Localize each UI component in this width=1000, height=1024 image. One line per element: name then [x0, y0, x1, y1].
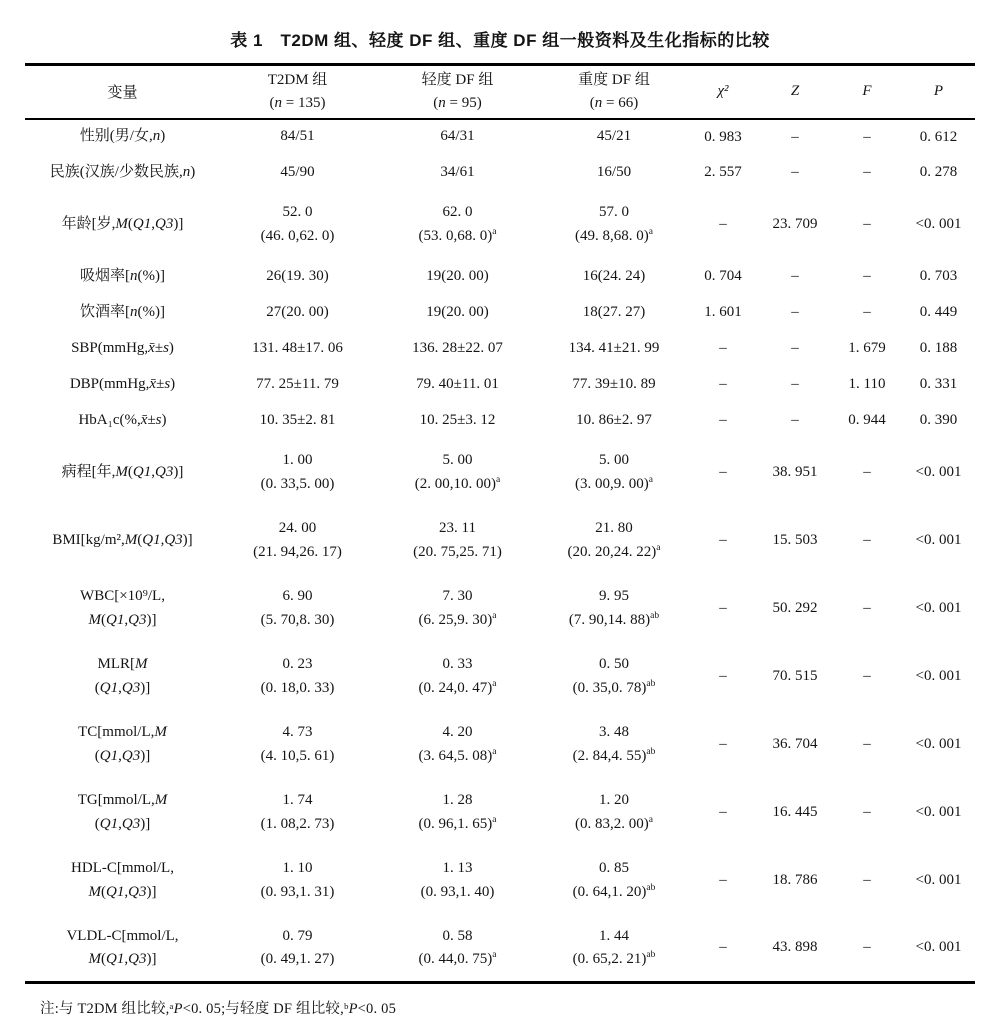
cell-mild-df: 1. 28 (0. 96,1. 65)$^a$ — [418, 792, 497, 832]
cell-f: – — [863, 668, 871, 684]
cell-chi-square: 1. 601 — [704, 304, 742, 320]
cell-p: <0. 001 — [915, 872, 962, 888]
cell-p: 0. 390 — [919, 412, 958, 428]
cell-variable: 年龄[岁,M(Q1,Q3)] — [61, 215, 184, 232]
group-n: (n = 66) — [589, 94, 639, 111]
cell-p: <0. 001 — [915, 216, 962, 232]
cell-p: <0. 001 — [915, 668, 962, 684]
cell-f: – — [863, 600, 871, 616]
cell-p: 0. 612 — [919, 128, 958, 145]
cell-p: 0. 331 — [919, 376, 958, 392]
header-group-mild-df — [375, 65, 540, 119]
cell-variable: HbA₁c(%,x̄±s) — [78, 411, 167, 428]
cell-p: <0. 001 — [915, 600, 962, 616]
cell-severe-df: 77. 39±10. 89 — [572, 375, 656, 392]
cell-severe-df: 16(24. 24) — [582, 267, 646, 284]
cell-variable: TC[mmol/L,M (Q1,Q3)] — [78, 724, 167, 764]
cell-chi-square: – — [719, 804, 727, 820]
cell-variable: HDL-C[mmol/L, M(Q1,Q3)] — [71, 860, 174, 900]
table-row — [25, 711, 975, 779]
cell-t2dm: 131. 48±17. 06 — [252, 339, 343, 356]
cell-severe-df: 16/50 — [596, 163, 632, 180]
cell-f: – — [863, 128, 871, 145]
cell-z: – — [791, 340, 799, 356]
table-row — [25, 575, 975, 643]
cell-f: – — [863, 939, 871, 956]
cell-mild-df: 0. 33 (0. 24,0. 47)$^a$ — [418, 656, 497, 696]
cell-z: – — [791, 164, 799, 180]
cell-p: <0. 001 — [915, 804, 962, 820]
cell-p: <0. 001 — [915, 736, 962, 752]
cell-t2dm: 26(19. 30) — [266, 267, 329, 284]
cell-f: – — [863, 268, 871, 284]
header-z: Z — [758, 65, 832, 119]
cell-chi-square: 0. 983 — [704, 128, 742, 145]
cell-f: – — [863, 804, 871, 820]
cell-chi-square: – — [719, 668, 727, 684]
cell-chi-square: 0. 704 — [704, 268, 742, 284]
cell-variable: WBC[×10⁹/L, M(Q1,Q3)] — [80, 588, 165, 628]
table-row — [25, 439, 975, 507]
cell-t2dm: 4. 73 (4. 10,5. 61) — [260, 724, 335, 764]
cell-t2dm: 1. 74 (1. 08,2. 73) — [260, 792, 335, 832]
cell-z: – — [791, 412, 799, 428]
cell-variable: 饮酒率[n(%)] — [80, 303, 165, 320]
cell-severe-df: 0. 85 (0. 64,1. 20)$^{ab}$ — [572, 860, 656, 900]
cell-mild-df: 62. 0 (53. 0,68. 0)$^a$ — [418, 204, 497, 244]
cell-severe-df: 0. 50 (0. 35,0. 78)$^{ab}$ — [572, 656, 656, 696]
cell-severe-df: 9. 95 (7. 90,14. 88)$^{ab}$ — [568, 588, 660, 628]
table-row — [25, 507, 975, 575]
cell-mild-df: 10. 25±3. 12 — [419, 411, 496, 428]
cell-z: 23. 709 — [772, 216, 818, 232]
cell-mild-df: 136. 28±22. 07 — [412, 339, 503, 356]
cell-chi-square: – — [719, 216, 727, 232]
group-name: T2DM 组 — [267, 72, 328, 89]
cell-chi-square: – — [719, 939, 727, 956]
cell-severe-df: 57. 0 (49. 8,68. 0)$^a$ — [575, 204, 653, 244]
cell-severe-df: 3. 48 (2. 84,4. 55)$^{ab}$ — [572, 724, 656, 764]
cell-z: – — [791, 304, 799, 320]
cell-f: – — [863, 304, 871, 320]
cell-chi-square: – — [719, 376, 727, 392]
cell-t2dm: 0. 79 (0. 49,1. 27) — [260, 927, 335, 967]
table-row — [25, 779, 975, 847]
cell-variable: 性别(男/女,n) — [79, 128, 166, 145]
cell-z: 50. 292 — [772, 600, 818, 616]
group-name: 重度 DF 组 — [578, 72, 650, 89]
cell-severe-df: 21. 80 (20. 20,24. 22)$^a$ — [567, 520, 661, 560]
cell-f: 0. 944 — [848, 412, 886, 428]
table-row — [25, 367, 975, 403]
cell-z: 15. 503 — [772, 532, 818, 548]
cell-mild-df: 4. 20 (3. 64,5. 08)$^a$ — [418, 724, 497, 764]
cell-variable: TG[mmol/L,M (Q1,Q3)] — [77, 792, 168, 832]
cell-f: – — [863, 464, 871, 480]
cell-t2dm: 45/90 — [280, 163, 315, 180]
cell-p: <0. 001 — [915, 939, 962, 956]
cell-t2dm: 10. 35±2. 81 — [259, 411, 336, 428]
group-n: (n = 95) — [433, 94, 482, 111]
cell-p: 0. 449 — [919, 304, 958, 320]
cell-mild-df: 19(20. 00) — [426, 267, 489, 284]
cell-z: – — [791, 128, 799, 145]
cell-t2dm: 1. 10 (0. 93,1. 31) — [260, 860, 335, 900]
cell-t2dm: 77. 25±11. 79 — [256, 375, 339, 392]
cell-severe-df: 1. 44 (0. 65,2. 21)$^{ab}$ — [572, 927, 656, 967]
cell-variable: DBP(mmHg,x̄±s) — [69, 375, 176, 392]
cell-variable: 病程[年,M(Q1,Q3)] — [61, 463, 184, 480]
cell-variable: SBP(mmHg,x̄±s) — [71, 339, 174, 356]
cell-severe-df: 45/21 — [596, 128, 632, 145]
table-row — [25, 643, 975, 711]
header-chi-square: χ² — [688, 65, 758, 119]
cell-t2dm: 52. 0 (46. 0,62. 0) — [260, 204, 335, 244]
cell-t2dm: 6. 90 (5. 70,8. 30) — [260, 588, 335, 628]
cell-chi-square: – — [719, 600, 727, 616]
cell-variable: MLR[M (Q1,Q3)] — [94, 656, 151, 696]
header-p: P — [902, 65, 975, 119]
cell-z: – — [791, 376, 799, 392]
cell-mild-df: 23. 11 (20. 75,25. 71) — [413, 520, 502, 560]
header-row — [25, 65, 975, 119]
cell-z: 18. 786 — [772, 872, 818, 888]
cell-severe-df: 10. 86±2. 97 — [576, 411, 652, 428]
table-row — [25, 119, 975, 155]
cell-t2dm: 27(20. 00) — [266, 303, 329, 320]
header-group-severe-df — [540, 65, 688, 119]
cell-severe-df: 134. 41±21. 99 — [568, 339, 660, 356]
group-n: (n = 135) — [269, 94, 326, 111]
cell-severe-df: 1. 20 (0. 83,2. 00)$^a$ — [575, 792, 653, 832]
cell-p: <0. 001 — [915, 532, 962, 548]
header-variable: 变量 — [25, 65, 220, 119]
cell-mild-df: 0. 58 (0. 44,0. 75)$^a$ — [418, 927, 497, 967]
header-f: F — [832, 65, 902, 119]
table-row — [25, 259, 975, 295]
table-row — [25, 847, 975, 915]
table-row — [25, 403, 975, 439]
cell-z: 43. 898 — [772, 939, 818, 956]
cell-mild-df: 34/61 — [440, 163, 475, 180]
cell-variable: 吸烟率[n(%)] — [80, 267, 165, 284]
cell-f: 1. 679 — [848, 340, 886, 356]
cell-t2dm: 0. 23 (0. 18,0. 33) — [260, 656, 335, 696]
table-row — [25, 155, 975, 191]
cell-f: – — [863, 872, 871, 888]
cell-p: <0. 001 — [915, 464, 962, 480]
cell-mild-df: 79. 40±11. 01 — [416, 375, 499, 392]
cell-mild-df: 5. 00 (2. 00,10. 00)$^a$ — [414, 452, 501, 492]
cell-t2dm: 1. 00 (0. 33,5. 00) — [260, 452, 335, 492]
cell-p: 0. 188 — [919, 340, 958, 356]
cell-t2dm: 84/51 — [280, 128, 315, 145]
cell-chi-square: – — [719, 532, 727, 548]
cell-variable: BMI[kg/m²,M(Q1,Q3)] — [52, 531, 193, 548]
cell-f: 1. 110 — [848, 376, 886, 392]
table-row — [25, 331, 975, 367]
cell-z: 70. 515 — [772, 668, 818, 684]
cell-chi-square: – — [719, 464, 727, 480]
cell-z: 36. 704 — [772, 736, 818, 752]
cell-chi-square: – — [719, 412, 727, 428]
cell-chi-square: 2. 557 — [704, 164, 742, 180]
cell-p: 0. 278 — [919, 164, 958, 180]
cell-variable: 民族(汉族/少数民族,n) — [49, 163, 196, 180]
comparison-table — [25, 63, 975, 984]
table-body — [25, 119, 975, 983]
cell-f: – — [863, 216, 871, 232]
cell-mild-df: 7. 30 (6. 25,9. 30)$^a$ — [418, 588, 497, 628]
cell-severe-df: 5. 00 (3. 00,9. 00)$^a$ — [575, 452, 653, 492]
table-row — [25, 191, 975, 259]
cell-z: – — [791, 268, 799, 284]
table-title: 表 1 T2DM 组、轻度 DF 组、重度 DF 组一般资料及生化指标的比较 — [230, 31, 770, 50]
cell-p: 0. 703 — [919, 268, 958, 284]
cell-f: – — [863, 164, 871, 180]
cell-f: – — [863, 532, 871, 548]
table-row — [25, 915, 975, 983]
cell-t2dm: 24. 00 (21. 94,26. 17) — [253, 520, 342, 560]
cell-severe-df: 18(27. 27) — [582, 303, 646, 320]
cell-z: 16. 445 — [772, 804, 818, 820]
cell-mild-df: 64/31 — [440, 128, 475, 145]
cell-mild-df: 1. 13 (0. 93,1. 40) — [420, 860, 495, 900]
table-row — [25, 295, 975, 331]
cell-z: 38. 951 — [772, 464, 818, 480]
group-name: 轻度 DF 组 — [421, 72, 494, 89]
table-header — [25, 65, 975, 119]
cell-mild-df: 19(20. 00) — [426, 303, 489, 320]
cell-f: – — [863, 736, 871, 752]
cell-chi-square: – — [719, 340, 727, 356]
cell-chi-square: – — [719, 736, 727, 752]
header-group-t2dm — [220, 65, 375, 119]
cell-chi-square: – — [719, 872, 727, 888]
cell-variable: VLDL-C[mmol/L, M(Q1,Q3)] — [66, 927, 179, 967]
footnote: 注:与 T2DM 组比较,ᵃP<0. 05;与轻度 DF 组比较,ᵇP<0. 05 — [40, 1001, 397, 1017]
